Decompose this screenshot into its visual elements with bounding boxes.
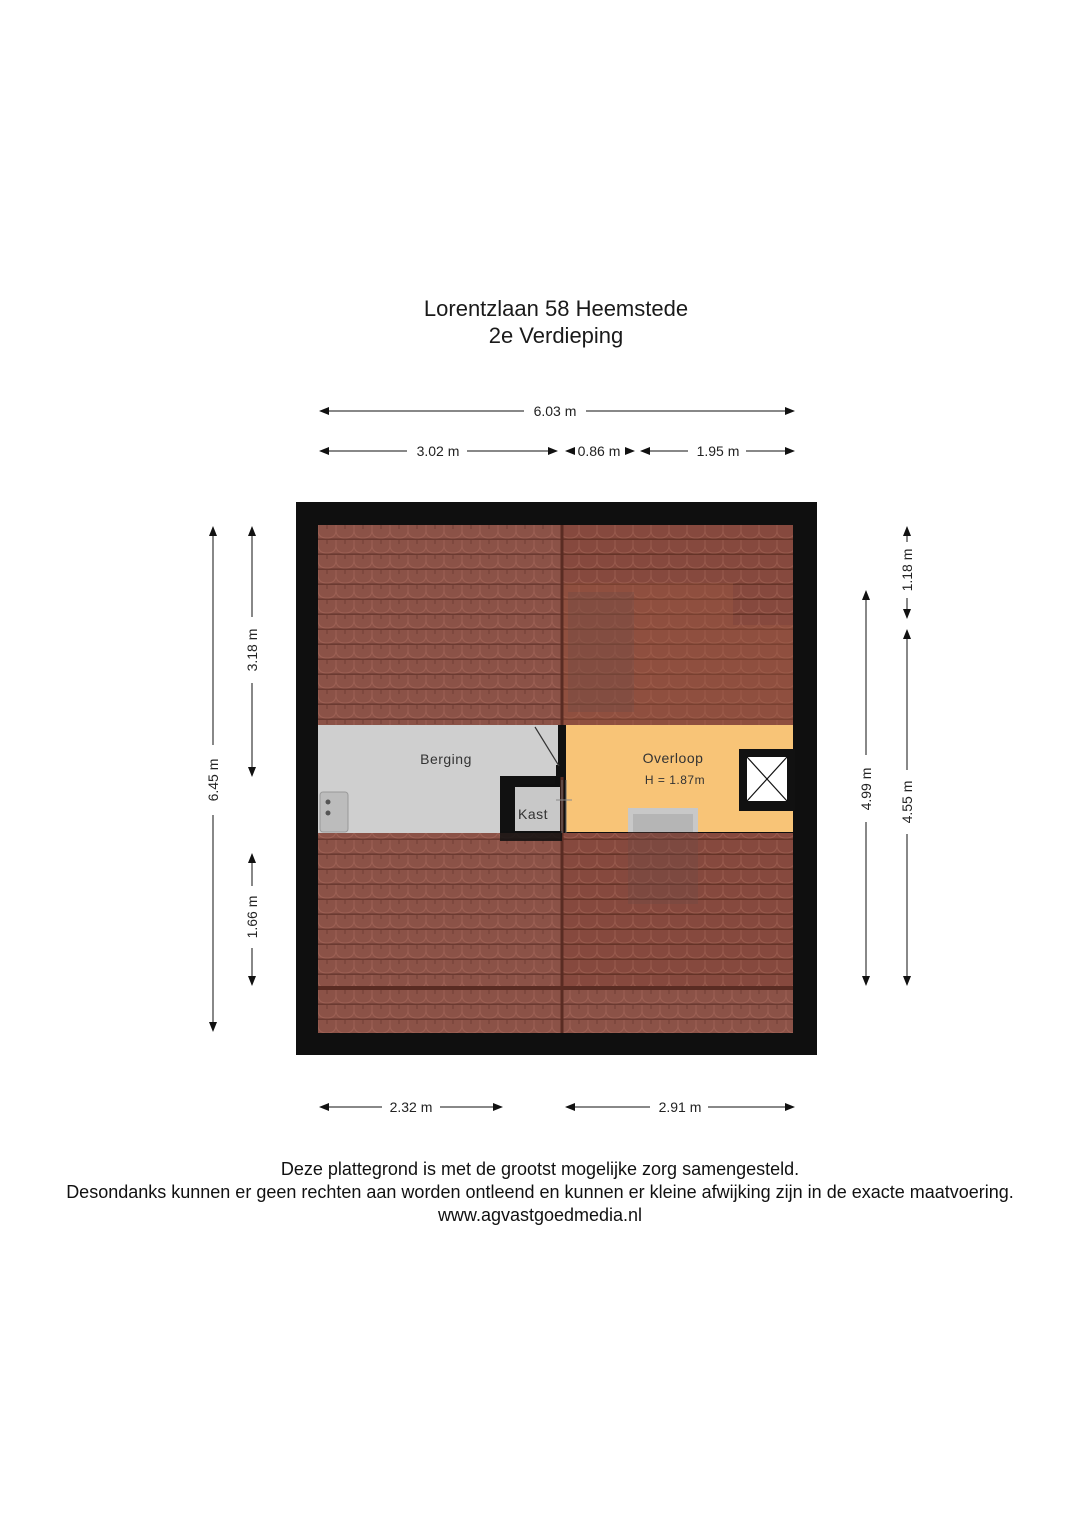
website-link[interactable]: www.agvastgoedmedia.nl (437, 1205, 643, 1225)
dim-right-outer (899, 630, 915, 985)
dim-left-outer-label: 6.45 m (205, 758, 221, 802)
roof-top-left (318, 525, 562, 725)
plan-subtitle: 2e Verdieping (488, 323, 624, 348)
dim-right-inner-label: 4.99 m (858, 767, 874, 811)
dim-top-right (641, 443, 794, 459)
partition-wall (558, 725, 566, 770)
disclaimer-line-2: Desondanks kunnen er geen rechten aan worden ontleend en kunnen er kleine afwijking zijn in de exacte maatvoering. (66, 1182, 1014, 1202)
dim-bottom-left (320, 1099, 502, 1115)
disclaimer-line-1: Deze plattegrond is met de grootst mogelijke zorg samengesteld. (280, 1159, 800, 1179)
dim-right-top (899, 527, 915, 618)
skylight-icon (739, 749, 795, 811)
overloop-stair-inner (633, 814, 693, 832)
dim-top-mid-label: 0.86 m (577, 443, 621, 459)
dim-bottom-left-label: 2.32 m (389, 1099, 433, 1115)
dim-left-inner-bottom-label: 1.66 m (244, 895, 260, 939)
plan-title: Lorentzlaan 58 Heemstede (423, 296, 689, 321)
dim-left-outer (205, 527, 221, 1031)
dormer-window-shadow (568, 592, 634, 712)
dim-right-inner (858, 591, 874, 985)
dim-right-top-label: 1.18 m (899, 548, 915, 592)
dim-right-outer-label: 4.55 m (899, 780, 915, 824)
dim-bottom-right (566, 1099, 794, 1115)
dim-top-left-label: 3.02 m (416, 443, 460, 459)
dim-top-total (320, 403, 794, 419)
sink-icon (320, 792, 348, 832)
lower-window-shadow (628, 832, 698, 904)
dim-top-left (320, 443, 557, 459)
kast-wall-bottom (500, 831, 562, 841)
dim-top-mid (566, 443, 634, 459)
room-label-berging: Berging (420, 751, 472, 767)
dim-left-inner-bottom (244, 854, 260, 985)
dim-left-inner-top-label: 3.18 m (244, 628, 260, 672)
room-label-overloop-height: H = 1.87m (644, 773, 706, 787)
room-label-overloop: Overloop (642, 750, 704, 766)
room-label-kast: Kast (517, 806, 549, 822)
dim-left-inner-top (244, 527, 260, 776)
dim-top-total-label: 6.03 m (533, 403, 577, 419)
kast-wall-top (500, 776, 555, 784)
dim-bottom-right-label: 2.91 m (658, 1099, 702, 1115)
dim-top-right-label: 1.95 m (696, 443, 740, 459)
partition-wall-post (556, 765, 566, 777)
